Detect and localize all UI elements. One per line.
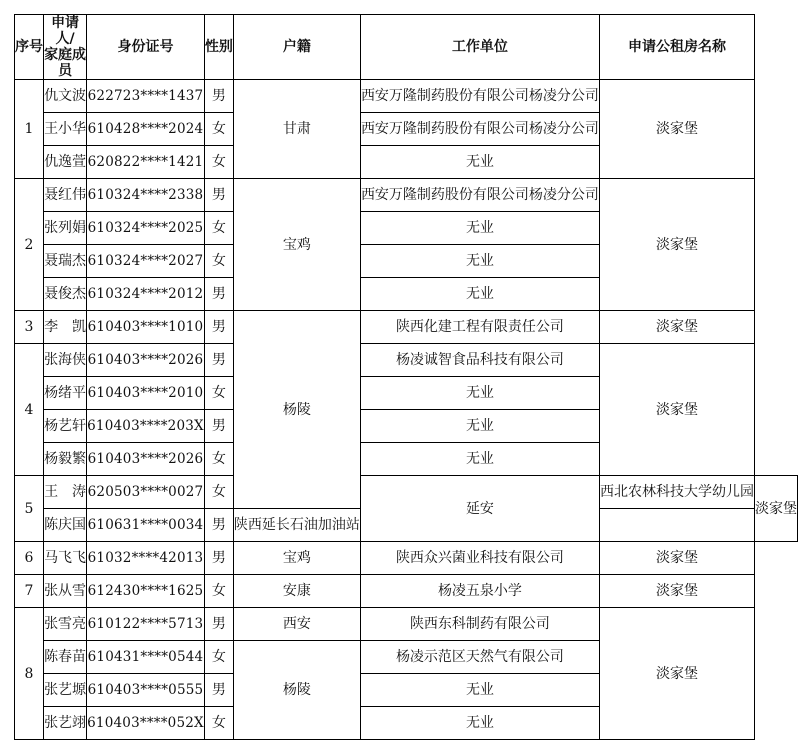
employer-cell: 陕西东科制药有限公司 bbox=[360, 608, 599, 641]
housing-cell: 淡家堡 bbox=[599, 344, 754, 476]
id-cell: 610403****2026 bbox=[87, 344, 205, 377]
household-cell: 延安 bbox=[360, 476, 599, 542]
gender-cell: 男 bbox=[204, 311, 233, 344]
name-cell: 杨艺轩 bbox=[44, 410, 87, 443]
id-cell: 612430****1625 bbox=[87, 575, 205, 608]
id-cell: 610324****2012 bbox=[87, 278, 205, 311]
housing-cell: 淡家堡 bbox=[599, 608, 754, 740]
name-cell: 张艺塬 bbox=[44, 674, 87, 707]
name-cell: 张从雪 bbox=[44, 575, 87, 608]
seq-cell: 2 bbox=[15, 179, 44, 311]
id-cell: 610403****2010 bbox=[87, 377, 205, 410]
seq-cell: 5 bbox=[15, 476, 44, 542]
household-cell: 西安 bbox=[233, 608, 360, 641]
housing-cell: 淡家堡 bbox=[599, 542, 754, 575]
gender-cell: 男 bbox=[204, 608, 233, 641]
header-employer: 工作单位 bbox=[360, 15, 599, 80]
table-row bbox=[15, 575, 798, 608]
header-seq: 序号 bbox=[15, 15, 44, 80]
name-cell: 张海侠 bbox=[44, 344, 87, 377]
household-cell: 宝鸡 bbox=[233, 179, 360, 311]
id-cell: 610403****1010 bbox=[87, 311, 205, 344]
id-cell: 610324****2027 bbox=[87, 245, 205, 278]
table-row bbox=[15, 542, 798, 575]
name-cell: 张艺翊 bbox=[44, 707, 87, 740]
employer-cell: 无业 bbox=[360, 674, 599, 707]
housing-cell: 淡家堡 bbox=[599, 575, 754, 608]
seq-cell: 4 bbox=[15, 344, 44, 476]
gender-cell: 女 bbox=[204, 245, 233, 278]
seq-cell: 6 bbox=[15, 542, 44, 575]
id-cell: 61032****42013 bbox=[87, 542, 205, 575]
employer-cell: 无业 bbox=[360, 212, 599, 245]
table-row bbox=[15, 311, 798, 344]
gender-cell: 男 bbox=[204, 344, 233, 377]
name-cell: 聂瑞杰 bbox=[44, 245, 87, 278]
employer-cell: 西安万隆制药股份有限公司杨凌分公司 bbox=[360, 80, 599, 113]
employer-cell: 无业 bbox=[360, 278, 599, 311]
name-cell: 张列娟 bbox=[44, 212, 87, 245]
gender-cell: 女 bbox=[204, 575, 233, 608]
name-cell: 仇文波 bbox=[44, 80, 87, 113]
header-housing: 申请公租房名称 bbox=[599, 15, 754, 80]
gender-cell: 男 bbox=[204, 674, 233, 707]
applicant-table bbox=[14, 14, 798, 740]
id-cell: 610403****203X bbox=[87, 410, 205, 443]
table-row bbox=[15, 476, 798, 509]
seq-cell: 1 bbox=[15, 80, 44, 179]
header-applicant-line1: 申请人/ bbox=[51, 15, 80, 48]
gender-cell: 男 bbox=[204, 509, 233, 542]
header-household: 户籍 bbox=[233, 15, 360, 80]
household-cell: 安康 bbox=[233, 575, 360, 608]
id-cell: 620503****0027 bbox=[87, 476, 205, 509]
gender-cell: 女 bbox=[204, 377, 233, 410]
housing-cell: 淡家堡 bbox=[599, 311, 754, 344]
id-cell: 610631****0034 bbox=[87, 509, 205, 542]
seq-cell: 7 bbox=[15, 575, 44, 608]
id-cell: 610324****2025 bbox=[87, 212, 205, 245]
gender-cell: 男 bbox=[204, 542, 233, 575]
header-id-number: 身份证号 bbox=[87, 15, 205, 80]
header-row bbox=[15, 15, 798, 80]
gender-cell: 男 bbox=[204, 278, 233, 311]
employer-cell: 杨凌诚智食品科技有限公司 bbox=[360, 344, 599, 377]
name-cell: 杨毅繁 bbox=[44, 443, 87, 476]
id-cell: 610403****052X bbox=[87, 707, 205, 740]
employer-cell: 杨凌示范区天然气有限公司 bbox=[360, 641, 599, 674]
gender-cell: 女 bbox=[204, 707, 233, 740]
seq-cell: 3 bbox=[15, 311, 44, 344]
gender-cell: 女 bbox=[204, 641, 233, 674]
id-cell: 610431****0544 bbox=[87, 641, 205, 674]
employer-cell: 陕西化建工程有限责任公司 bbox=[360, 311, 599, 344]
table-row bbox=[15, 179, 798, 212]
employer-cell: 无业 bbox=[360, 377, 599, 410]
id-cell: 610324****2338 bbox=[87, 179, 205, 212]
id-cell: 610403****0555 bbox=[87, 674, 205, 707]
id-cell: 610403****2026 bbox=[87, 443, 205, 476]
employer-cell: 无业 bbox=[360, 146, 599, 179]
seq-cell: 8 bbox=[15, 608, 44, 740]
household-cell: 杨陵 bbox=[233, 311, 360, 509]
employer-cell: 陕西众兴菌业科技有限公司 bbox=[360, 542, 599, 575]
name-cell: 王小华 bbox=[44, 113, 87, 146]
id-cell: 622723****1437 bbox=[87, 80, 205, 113]
gender-cell: 女 bbox=[204, 146, 233, 179]
gender-cell: 女 bbox=[204, 476, 233, 509]
household-cell: 宝鸡 bbox=[233, 542, 360, 575]
employer-cell: 无业 bbox=[360, 410, 599, 443]
name-cell: 杨绪平 bbox=[44, 377, 87, 410]
name-cell: 聂俊杰 bbox=[44, 278, 87, 311]
employer-cell: 无业 bbox=[360, 245, 599, 278]
gender-cell: 女 bbox=[204, 212, 233, 245]
employer-cell: 西安万隆制药股份有限公司杨凌分公司 bbox=[360, 113, 599, 146]
header-gender: 性别 bbox=[204, 15, 233, 80]
name-cell: 王 涛 bbox=[44, 476, 87, 509]
housing-cell: 淡家堡 bbox=[599, 80, 754, 179]
table-row bbox=[15, 80, 798, 113]
employer-cell: 杨凌五泉小学 bbox=[360, 575, 599, 608]
name-cell: 陈庆国 bbox=[44, 509, 87, 542]
header-applicant bbox=[44, 15, 87, 80]
name-cell: 马飞飞 bbox=[44, 542, 87, 575]
table-row bbox=[15, 608, 798, 641]
name-cell: 陈春苗 bbox=[44, 641, 87, 674]
employer-cell: 无业 bbox=[360, 443, 599, 476]
gender-cell: 男 bbox=[204, 410, 233, 443]
employer-cell: 西北农林科技大学幼儿园 bbox=[599, 476, 754, 509]
employer-cell: 陕西延长石油加油站 bbox=[233, 509, 360, 542]
gender-cell: 男 bbox=[204, 179, 233, 212]
name-cell: 聂红伟 bbox=[44, 179, 87, 212]
gender-cell: 女 bbox=[204, 443, 233, 476]
header-applicant-line2: 家庭成员 bbox=[44, 47, 87, 80]
gender-cell: 男 bbox=[204, 80, 233, 113]
employer-cell: 西安万隆制药股份有限公司杨凌分公司 bbox=[360, 179, 599, 212]
housing-cell: 淡家堡 bbox=[755, 476, 798, 542]
gender-cell: 女 bbox=[204, 113, 233, 146]
name-cell: 李 凯 bbox=[44, 311, 87, 344]
housing-cell: 淡家堡 bbox=[599, 179, 754, 311]
table-row bbox=[15, 344, 798, 377]
id-cell: 610122****5713 bbox=[87, 608, 205, 641]
household-cell: 杨陵 bbox=[233, 641, 360, 740]
id-cell: 610428****2024 bbox=[87, 113, 205, 146]
name-cell: 张雪亮 bbox=[44, 608, 87, 641]
name-cell: 仇逸萱 bbox=[44, 146, 87, 179]
household-cell: 甘肃 bbox=[233, 80, 360, 179]
id-cell: 620822****1421 bbox=[87, 146, 205, 179]
employer-cell: 无业 bbox=[360, 707, 599, 740]
